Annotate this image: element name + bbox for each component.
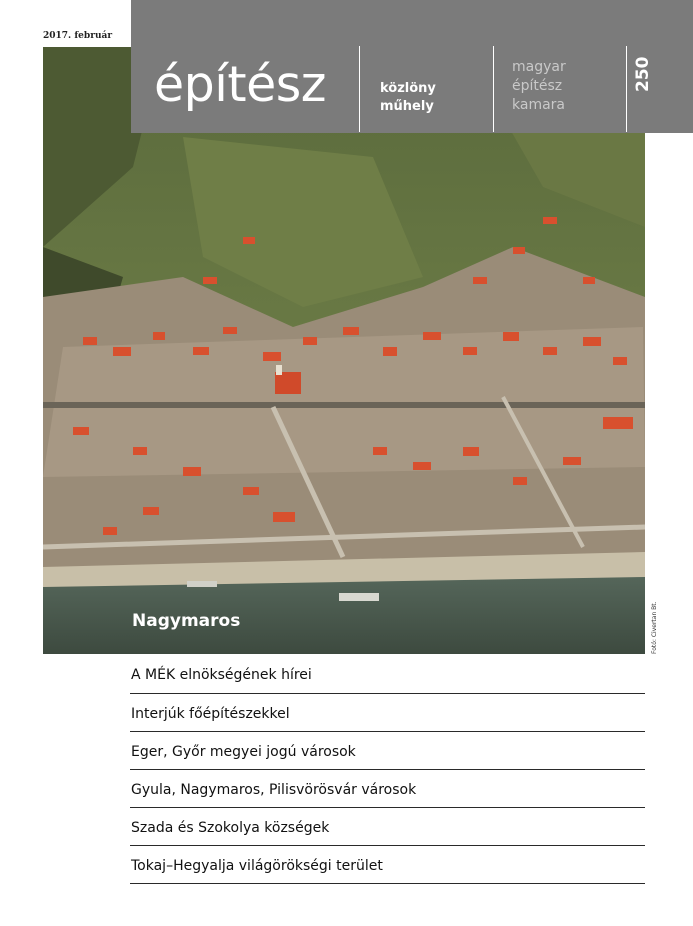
toc-item[interactable]: Gyula, Nagymaros, Pilisvörösvár városok [130, 770, 645, 808]
publisher-name [512, 58, 566, 115]
cover-photo [43, 47, 645, 654]
divider [359, 46, 360, 132]
toc-item[interactable]: Szada és Szokolya községek [130, 808, 645, 846]
subtitle-line-2: műhely [380, 99, 434, 114]
issue-date: 2017. február [43, 31, 113, 41]
toc-item[interactable]: Eger, Győr megyei jogú városok [130, 732, 645, 770]
divider [493, 46, 494, 132]
toc-item[interactable]: Tokaj–Hegyalja világörökségi terület [130, 846, 645, 884]
divider [626, 46, 627, 132]
photo-credit: Fotó: Civertan Bt. [651, 601, 658, 654]
publisher-line-1: magyar [512, 59, 566, 75]
magazine-subtitle [380, 80, 436, 116]
subtitle-line-1: közlöny [380, 81, 436, 96]
issue-number: 250 [633, 56, 653, 92]
publisher-line-2: építész [512, 78, 563, 94]
publisher-line-3: kamara [512, 97, 565, 113]
toc-item[interactable]: Interjúk főépítészekkel [130, 694, 645, 732]
magazine-title: építész [154, 56, 326, 113]
masthead [131, 0, 693, 133]
toc-item[interactable]: A MÉK elnökségének hírei [130, 655, 645, 694]
table-of-contents [130, 655, 645, 884]
cover-caption: Nagymaros [132, 611, 241, 631]
